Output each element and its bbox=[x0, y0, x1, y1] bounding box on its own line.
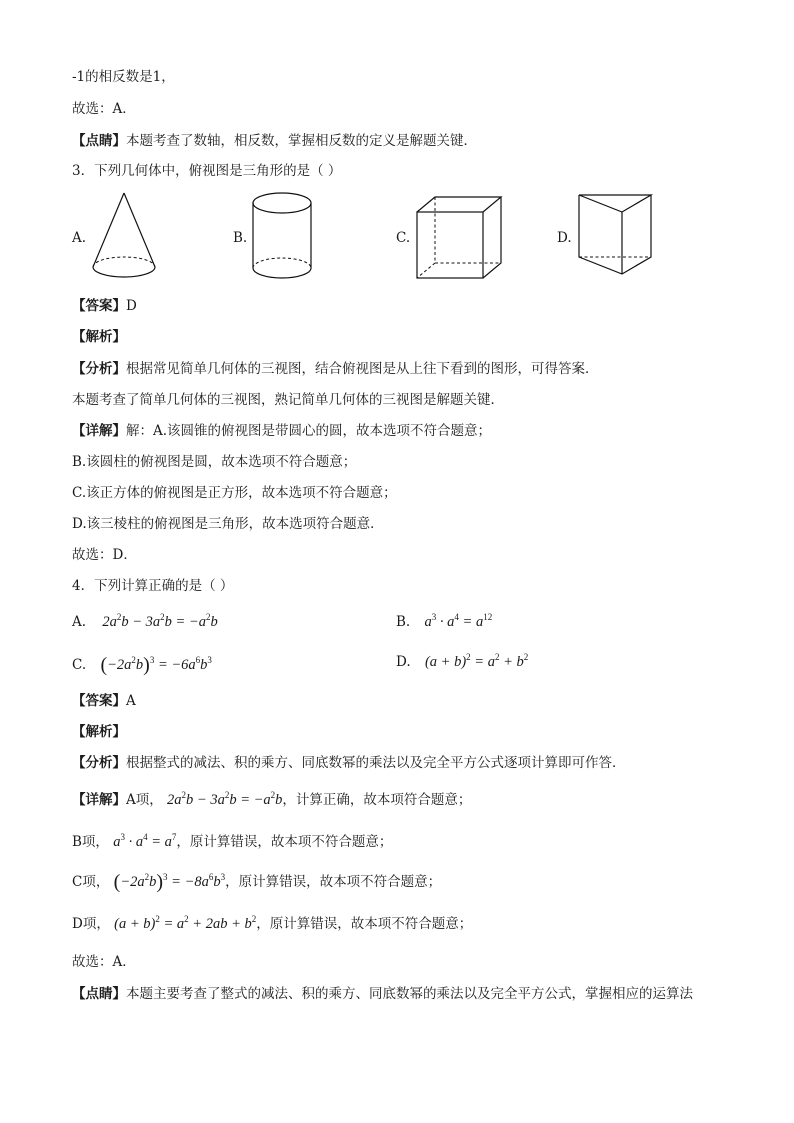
formula: $a^3 \cdot a^4 = a^{12}$ bbox=[424, 612, 493, 630]
line-text: 故选：A． bbox=[72, 101, 136, 117]
dianjing-4 bbox=[72, 985, 693, 1003]
formula: $(-2a^2b)^3 = -8a^6b^3$ bbox=[113, 871, 226, 893]
q4-option-a bbox=[72, 614, 218, 631]
guxuan-4 bbox=[72, 953, 136, 971]
xiangjie-4c bbox=[72, 873, 441, 891]
xiangjie-prefix: D项， bbox=[72, 916, 110, 932]
xiangjie-suffix: ，原计算错误，故本项不符合题意； bbox=[256, 916, 473, 932]
question-3 bbox=[72, 162, 341, 180]
xiangjie-3b bbox=[72, 453, 356, 471]
dianjing-text: 本题主要考查了整式的减法、积的乘方、同底数幂的乘法以及完全平方公式，掌握相应的运算法 bbox=[126, 986, 693, 1002]
question-4 bbox=[72, 577, 233, 595]
xiangjie-text: D.该三棱柱的俯视图是三角形，故本选项符合题意． bbox=[72, 516, 384, 532]
fenxi-text: 根据整式的减法、积的乘方、同底数幂的乘法以及完全平方公式逐项计算即可作答． bbox=[126, 755, 626, 771]
text-line bbox=[72, 100, 136, 118]
formula: $(-2a^2b)^3 = -6a^6b^3$ bbox=[100, 654, 212, 676]
q4-option-d bbox=[396, 654, 528, 671]
answer-3 bbox=[72, 297, 137, 315]
xiangjie-4b bbox=[72, 833, 392, 851]
cube-figure bbox=[414, 194, 506, 282]
jiexi-3 bbox=[72, 328, 126, 346]
fenxi-text: 本题考查了简单几何体的三视图，熟记简单几何体的三视图是解题关键． bbox=[72, 392, 504, 408]
xiangjie-prefix: A项， bbox=[126, 792, 163, 808]
formula: $(a + b)^2 = a^2 + b^2$ bbox=[424, 652, 529, 670]
xiangjie-prefix: C项， bbox=[72, 874, 110, 890]
formula: $a^3 \cdot a^4 = a^7$ bbox=[113, 832, 177, 850]
fenxi-3b bbox=[72, 391, 504, 409]
jiexi-tag: 【解析】 bbox=[72, 724, 126, 740]
xiangjie-text: B.该圆柱的俯视图是圆，故本选项不符合题意； bbox=[72, 454, 357, 470]
guxuan-3 bbox=[72, 546, 137, 564]
xiangjie-tag: 【详解】 bbox=[72, 792, 126, 808]
jiexi-4 bbox=[72, 723, 126, 741]
formula: $(a + b)^2 = a^2 + 2ab + b^2$ bbox=[114, 914, 257, 932]
text-line bbox=[72, 68, 175, 86]
xiangjie-suffix: ，计算正确，故本项符合题意； bbox=[282, 792, 472, 808]
formula: $2a^2b - 3a^2b = -a^2b$ bbox=[102, 612, 218, 630]
fenxi-3 bbox=[72, 360, 599, 378]
cylinder-figure bbox=[250, 190, 316, 282]
answer-tag: 【答案】 bbox=[72, 693, 126, 709]
formula: $2a^2b - 3a^2b = -a^2b$ bbox=[167, 790, 283, 808]
option-label: C. bbox=[72, 657, 87, 673]
xiangjie-4d bbox=[72, 915, 472, 933]
xiangjie-3d bbox=[72, 515, 384, 533]
xiangjie-text: C.该正方体的俯视图是正方形，故本选项不符合题意； bbox=[72, 485, 397, 501]
xiangjie-prefix: B项， bbox=[72, 834, 109, 850]
jiexi-tag: 【解析】 bbox=[72, 329, 126, 345]
xiangjie-3c bbox=[72, 484, 397, 502]
xiangjie-suffix: ，原计算错误，故本项不符合题意； bbox=[225, 874, 442, 890]
fenxi-text: 根据常见简单几何体的三视图，结合俯视图是从上往下看到的图形，可得答案． bbox=[126, 361, 599, 377]
xiangjie-3 bbox=[72, 422, 491, 440]
option-label: B. bbox=[396, 614, 411, 630]
fenxi-tag: 【分析】 bbox=[72, 755, 126, 771]
answer-4 bbox=[72, 692, 136, 710]
guxuan-text: 故选：A． bbox=[72, 954, 136, 970]
q3-option-c-label: C. bbox=[396, 230, 411, 246]
answer-value: A bbox=[126, 693, 136, 709]
cone-figure bbox=[88, 190, 160, 282]
xiangjie-suffix: ，原计算错误，故本项不符合题意； bbox=[176, 834, 393, 850]
dianjing-text: 本题考查了数轴，相反数，掌握相反数的定义是解题关键． bbox=[126, 133, 477, 149]
dianjing-tag: 【点睛】 bbox=[72, 133, 126, 149]
option-label: A. bbox=[72, 614, 87, 630]
q4-option-b bbox=[396, 614, 492, 631]
dianjing-tag: 【点睛】 bbox=[72, 986, 126, 1002]
option-label: D. bbox=[396, 654, 411, 670]
answer-value: D bbox=[126, 298, 137, 314]
q3-option-d-label: D. bbox=[557, 230, 572, 246]
fenxi-tag: 【分析】 bbox=[72, 361, 126, 377]
triangular-prism-figure bbox=[576, 192, 656, 284]
question-text: 3．下列几何体中，俯视图是三角形的是（ ） bbox=[72, 163, 342, 179]
xiangjie-4a bbox=[72, 791, 471, 809]
line-text: -1的相反数是1， bbox=[72, 69, 175, 85]
answer-tag: 【答案】 bbox=[72, 298, 126, 314]
q3-option-b-label: B. bbox=[233, 230, 248, 246]
question-text: 4．下列计算正确的是（ ） bbox=[72, 578, 234, 594]
fenxi-4 bbox=[72, 754, 626, 772]
q4-option-c bbox=[72, 654, 212, 677]
xiangjie-text: 解：A.该圆锥的俯视图是带圆心的圆，故本选项不符合题意； bbox=[126, 423, 492, 439]
xiangjie-tag: 【详解】 bbox=[72, 423, 126, 439]
dianjing-line bbox=[72, 132, 477, 150]
guxuan-text: 故选：D． bbox=[72, 547, 137, 563]
q3-option-a-label: A. bbox=[72, 230, 87, 246]
